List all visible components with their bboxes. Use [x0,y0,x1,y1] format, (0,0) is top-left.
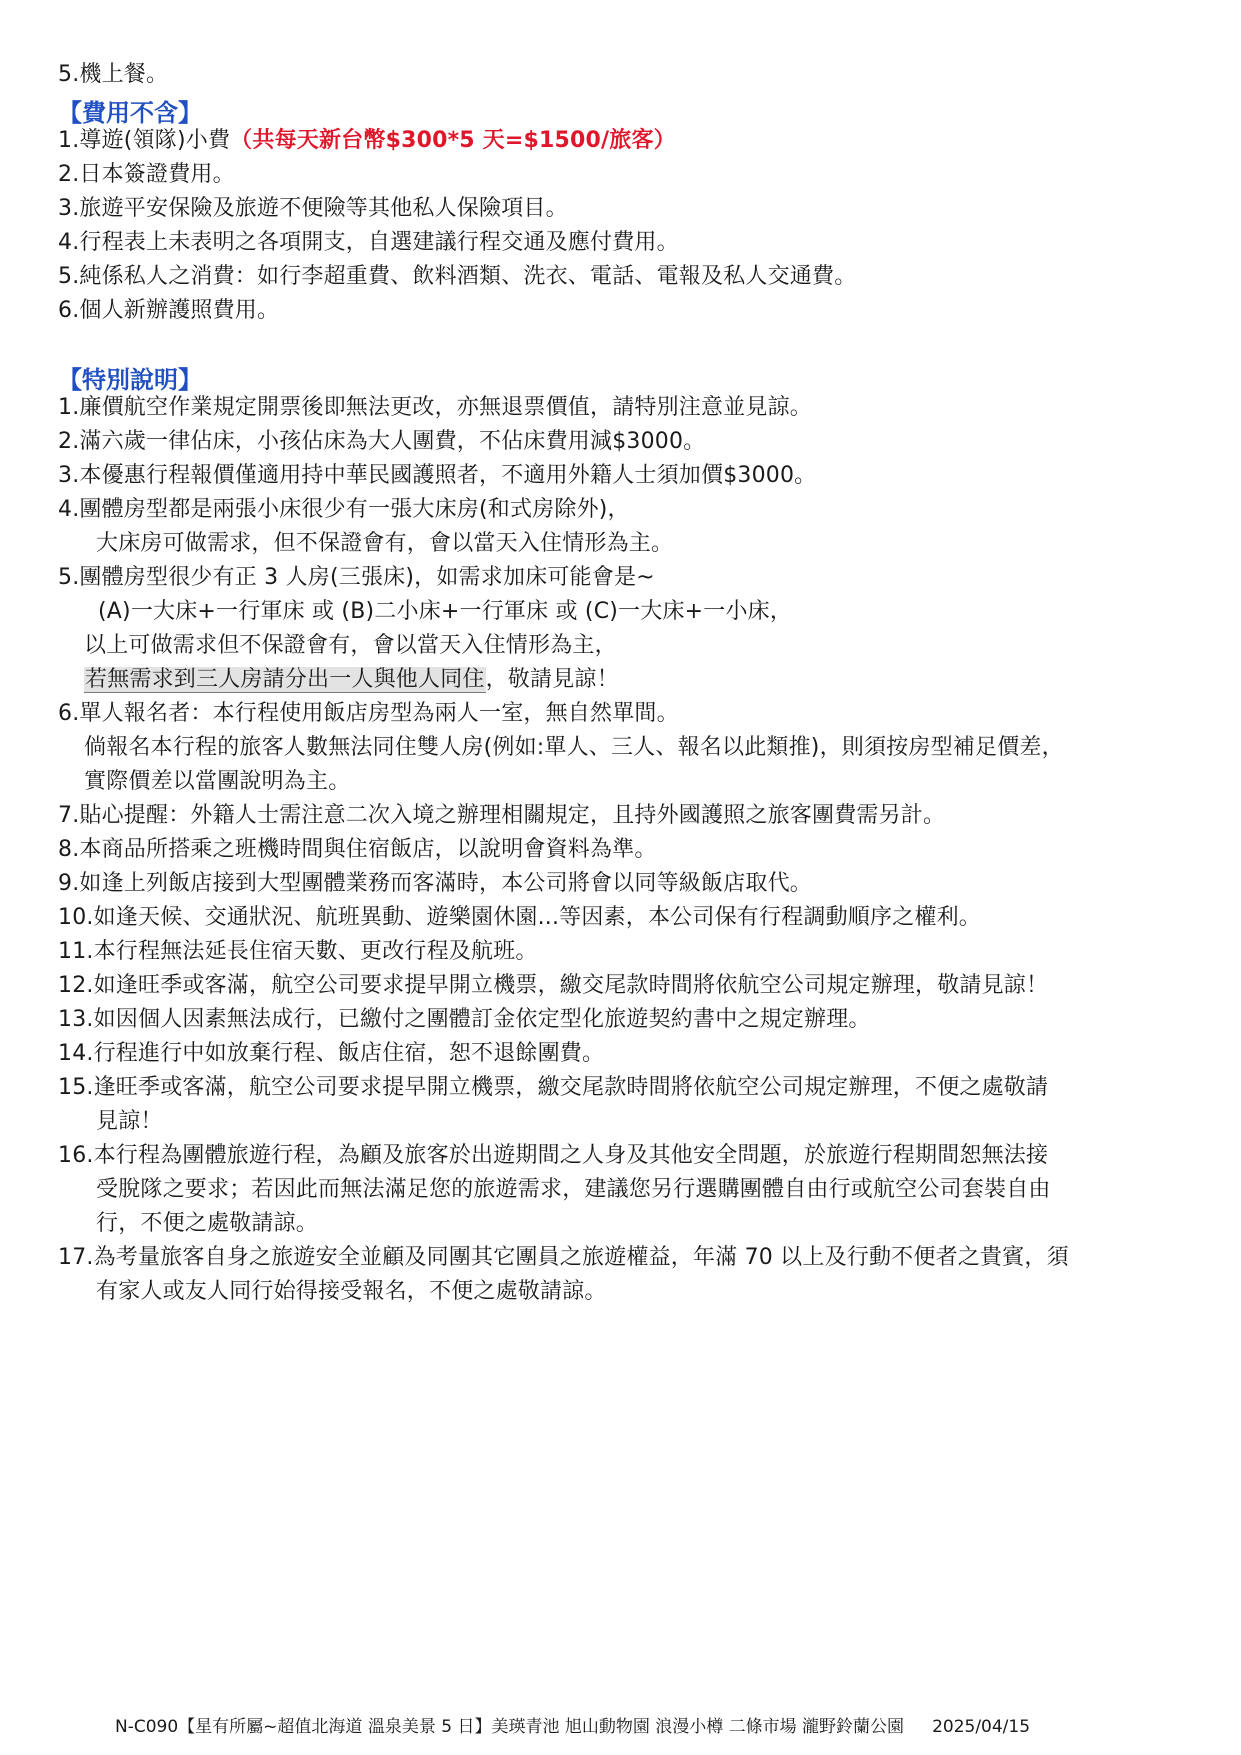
special-line: 17.為考量旅客自身之旅遊安全並顧及同團其它團員之旅遊權益，年滿 70 以上及行動不便者之貴賓，須 [58,1245,1069,1270]
special-line: 2.滿六歲一律佔床，小孩佔床為大人團費，不佔床費用減$3000。 [58,429,706,454]
highlighted-text: 若無需求到三人房請分出一人與他人同住 [85,667,485,692]
footer-date: 2025/04/15 [932,1717,1031,1737]
special-line: 13.如因個人因素無法成行，已繳付之團體訂金依定型化旅遊契約書中之規定辦理。 [58,1007,871,1032]
special-line: 大床房可做需求，但不保證會有，會以當天入住情形為主。 [96,531,674,556]
footer-product-title: N-C090【星有所屬~超值北海道 溫泉美景 5 日】美瑛青池 旭山動物園 浪漫小樽 二條市場 瀧野鈴蘭公園 [115,1717,905,1737]
excluded-item-2: 2.日本簽證費用。 [58,162,235,187]
special-line: 9.如逢上列飯店接到大型團體業務而客滿時，本公司將會以同等級飯店取代。 [58,871,812,896]
special-line: 倘報名本行程的旅客人數無法同住雙人房(例如:單人、三人、報名以此類推)，則須按房型補足價差， [84,735,1064,760]
special-line: 行，不便之處敬請諒。 [96,1211,319,1236]
special-line: 15.逢旺季或客滿，航空公司要求提早開立機票，繳交尾款時間將依航空公司規定辦理，不便之處敬請 [58,1075,1049,1100]
excluded-item-6: 6.個人新辦護照費用。 [58,298,280,323]
special-line: 1.廉價航空作業規定開票後即無法更改，亦無退票價值，請特別注意並見諒。 [58,395,812,420]
special-line: 有家人或友人同行始得接受報名，不便之處敬請諒。 [96,1279,607,1304]
special-line: 4.團體房型都是兩張小床很少有一張大床房(和式房除外)， [58,497,630,522]
special-line: (A)一大床+一行軍床 或 (B)二小床+一行軍床 或 (C)一大床+一小床， [98,599,793,624]
excluded-item-4: 4.行程表上未表明之各項開支，自選建議行程交通及應付費用。 [58,230,679,255]
special-line: 5.團體房型很少有正 3 人房(三張床)，如需求加床可能會是~ [58,565,655,590]
special-heading: 【特別說明】 [58,366,202,394]
excluded-item-5: 5.純係私人之消費：如行李超重費、飲料酒類、洗衣、電話、電報及私人交通費。 [58,264,857,289]
special-line: 16.本行程為團體旅遊行程，為顧及旅客於出遊期間之人身及其他安全問題，於旅遊行程期間恕無法接 [58,1143,1049,1168]
excluded-item-1 [58,126,676,156]
special-line: 3.本優惠行程報價僅適用持中華民國護照者，不適用外籍人士須加價$3000。 [58,463,817,488]
special-line: 11.本行程無法延長住宿天數、更改行程及航班。 [58,939,538,964]
special-line-highlighted [84,665,619,695]
special-line: 6.單人報名者：本行程使用飯店房型為兩人一室，無自然單間。 [58,701,679,726]
special-line: 以上可做需求但不保證會有，會以當天入住情形為主， [84,633,617,658]
special-line: 見諒！ [96,1109,163,1134]
page-footer [115,1712,1030,1737]
special-line: 實際價差以當團說明為主。 [84,769,351,794]
special-line: 8.本商品所搭乘之班機時間與住宿飯店，以說明會資料為準。 [58,837,657,862]
inclusion-item-5: 5.機上餐。 [58,62,169,87]
excluded-item-1-text: 1.導遊(領隊)小費 [58,128,231,153]
special-line: 7.貼心提醒：外籍人士需注意二次入境之辦理相關規定，且持外國護照之旅客團費需另計。 [58,803,946,828]
special-line: 10.如逢天候、交通狀況、航班異動、遊樂園休園...等因素，本公司保有行程調動順序之權利。 [58,905,981,930]
special-line: 12.如逢旺季或客滿，航空公司要求提早開立機票，繳交尾款時間將依航空公司規定辦理，敬請見諒！ [58,973,1049,998]
excluded-heading: 【費用不含】 [58,99,202,127]
tip-note: （共每天新台幣$300*5 天=$1500/旅客） [230,128,676,153]
excluded-item-3: 3.旅遊平安保險及旅遊不便險等其他私人保險項目。 [58,196,568,221]
special-line: 14.行程進行中如放棄行程、飯店住宿，恕不退餘團費。 [58,1041,605,1066]
special-line: 受脫隊之要求；若因此而無法滿足您的旅遊需求，建議您另行選購團體自由行或航空公司套裝自由 [96,1177,1051,1202]
highlight-suffix: ，敬請見諒！ [485,667,619,692]
